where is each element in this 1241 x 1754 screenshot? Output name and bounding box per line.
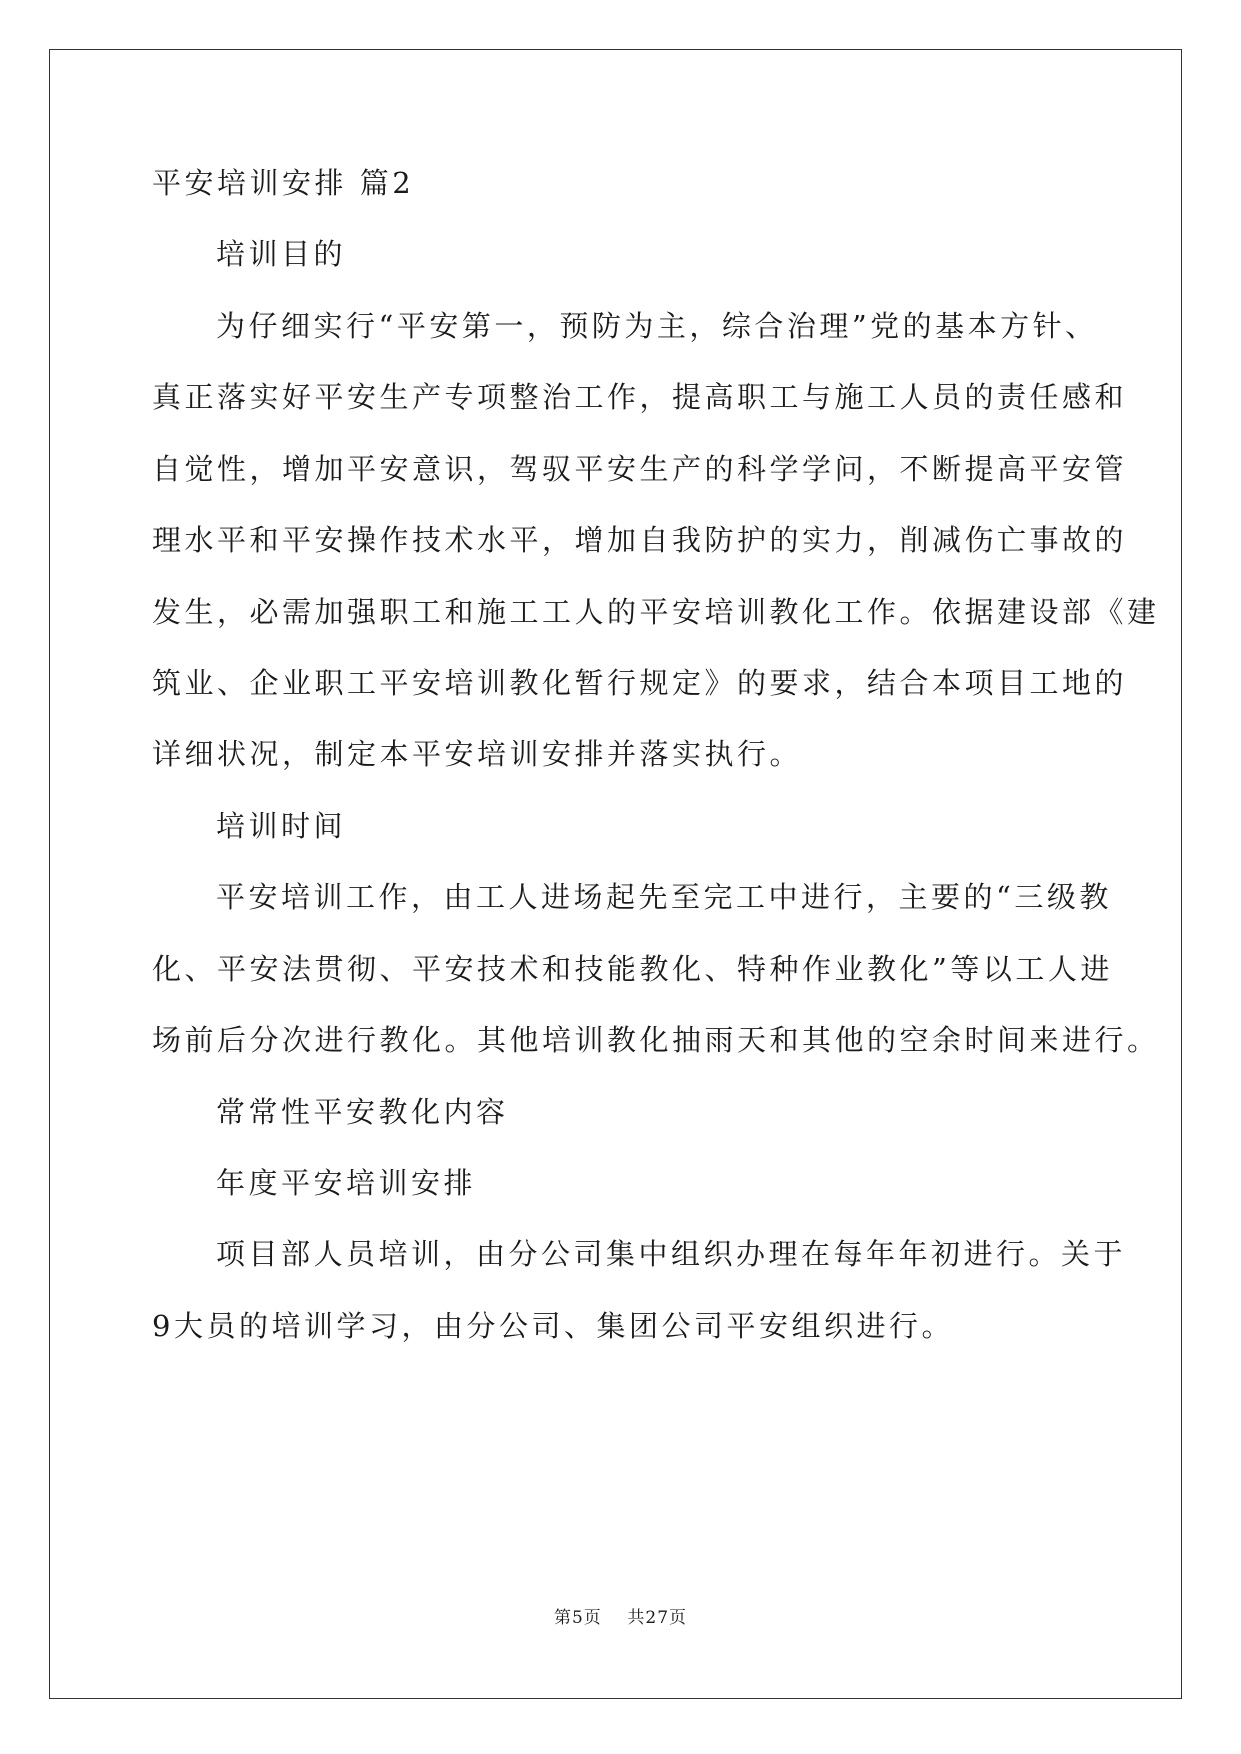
paragraph-line: 9大员的培训学习，由分公司、集团公司平安组织进行。 [152, 1309, 954, 1343]
paragraph-line: 真正落实好平安生产专项整治工作，提高职工与施工人员的责任感和 [152, 380, 1128, 414]
section-heading-time: 培训时间 [216, 809, 347, 843]
document-title: 平安培训安排 篇2 [152, 166, 415, 200]
paragraph-line: 场前后分次进行教化。其他培训教化抽雨天和其他的空余时间来进行。 [152, 1023, 1160, 1057]
paragraph-line: 化、平安法贯彻、平安技术和技能教化、特种作业教化”等以工人进 [152, 952, 1113, 986]
paragraph-line: 理水平和平安操作技术水平，增加自我防护的实力，削减伤亡事故的 [152, 523, 1128, 557]
page-border [49, 49, 1182, 1699]
paragraph-line: 发生，必需加强职工和施工工人的平安培训教化工作。依据建设部《建 [152, 595, 1160, 629]
paragraph-line: 详细状况，制定本平安培训安排并落实执行。 [152, 737, 803, 771]
paragraph-line: 平安培训工作，由工人进场起先至完工中进行，主要的“三级教 [216, 880, 1112, 914]
page-number: 第5页 [553, 1608, 602, 1628]
section-heading-purpose: 培训目的 [216, 237, 347, 271]
section-heading-annual-plan: 年度平安培训安排 [216, 1166, 477, 1200]
section-heading-content: 常常性平安教化内容 [216, 1095, 509, 1129]
page-footer [0, 1603, 1241, 1628]
paragraph-line: 筑业、企业职工平安培训教化暂行规定》的要求，结合本项目工地的 [152, 666, 1128, 700]
paragraph-line: 为仔细实行“平安第一，预防为主，综合治理”党的基本方针、 [216, 309, 1098, 343]
page-total: 共27页 [627, 1608, 688, 1628]
paragraph-line: 自觉性，增加平安意识，驾驭平安生产的科学学问，不断提高平安管 [152, 452, 1128, 486]
paragraph-line: 项目部人员培训，由分公司集中组织办理在每年年初进行。关于 [216, 1237, 1127, 1271]
